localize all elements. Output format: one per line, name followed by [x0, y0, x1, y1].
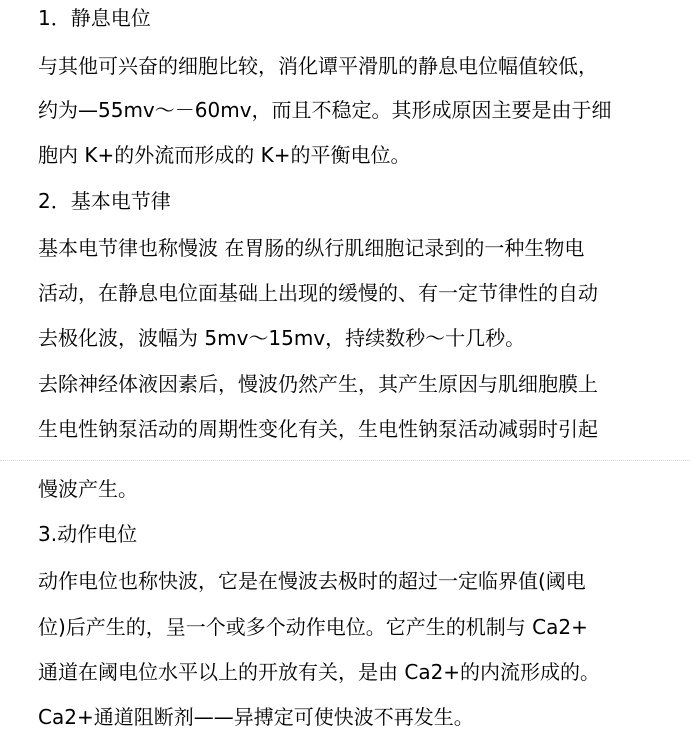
section-2-text-line-5: 生电性钠泵活动的周期性变化有关，生电性钠泵活动减弱时引起 [38, 417, 598, 441]
section-1-text-line-1: 与其他可兴奋的细胞比较，消化谭平滑肌的静息电位幅值较低， [38, 54, 598, 78]
section-2-text-line-3: 去极化波，波幅为 5mv～15mv，持续数秒～十几秒。 [38, 326, 526, 350]
section-2-text-line-6: 慢波产生。 [38, 477, 138, 501]
section-3-heading: 3.动作电位 [38, 522, 138, 546]
section-3-text-line-4: Ca2+通道阻断剂——异搏定可使快波不再发生。 [38, 705, 474, 729]
section-3-text-line-1: 动作电位也称快波，它是在慢波去极时的超过一定临界值(阈电 [38, 569, 586, 593]
section-2-text-line-2: 活动，在静息电位面基础上出现的缓慢的、有一定节律性的自动 [38, 281, 598, 305]
section-1-text-line-2: 约为—55mv～－60mv，而且不稳定。其形成原因主要是由于细 [38, 98, 612, 122]
section-1-text-line-3: 胞内 K+的外流而形成的 K+的平衡电位。 [38, 143, 411, 167]
section-2-text-line-1: 基本电节律也称慢波 在胃肠的纵行肌细胞记录到的一种生物电 [38, 236, 585, 260]
section-1-heading: 1．静息电位 [38, 6, 151, 30]
section-2-heading: 2．基本电节律 [38, 189, 171, 213]
section-3-text-line-2: 位)后产生的，呈一个或多个动作电位。它产生的机制与 Ca2+ [38, 615, 588, 639]
page-break-divider [0, 460, 690, 461]
section-3-text-line-3: 通道在阈电位水平以上的开放有关，是由 Ca2+的内流形成的。 [38, 660, 601, 684]
section-2-text-line-4: 去除神经体液因素后，慢波仍然产生，其产生原因与肌细胞膜上 [38, 372, 598, 396]
